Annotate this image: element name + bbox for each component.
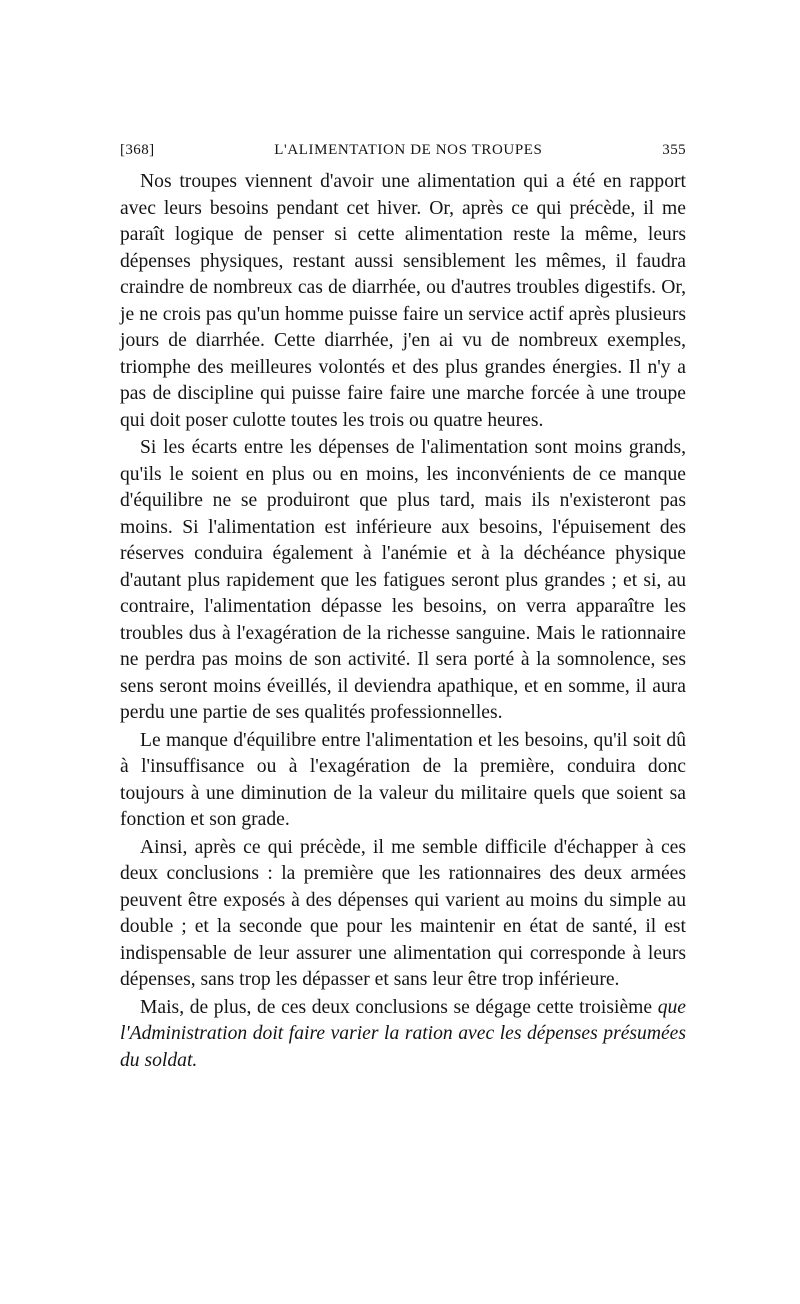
- page-reference: [368]: [120, 142, 155, 158]
- paragraph-2: Si les écarts entre les dépenses de l'alimentation sont moins grands, qu'ils le soient en plus ou en moins, les inconvénients de ce manque d'équilibre ne se produiront que plus tard, mais ils n'existeront pas moins. Si l'alimentation est inférieure aux besoins, l'épuisement des réserves conduira également à l'anémie et à la déchéance physique d'autant plus rapidement que les fatigues seront plus grandes ; et si, au contraire, l'alimentation dépasse les besoins, on verra apparaître les troubles dus à l'exagération de la richesse sanguine. Mais le rationnaire ne perdra pas moins de son activité. Il sera porté à la somnolence, ses sens seront moins éveillés, il deviendra apathique, et en somme, il aura perdu une partie de ses qualités professionnelles.: [120, 437, 686, 723]
- running-title: L'ALIMENTATION DE NOS TROUPES: [274, 142, 543, 158]
- body-text: [120, 169, 686, 1074]
- paragraph-3: Le manque d'équilibre entre l'alimentation et les besoins, qu'il soit dû à l'insuffisance ou à l'exagération de la première, conduira donc toujours à une diminution de la valeur du militaire quels que soient sa fonction et son grade.: [120, 729, 686, 830]
- running-head: [120, 142, 686, 159]
- paragraph-1: Nos troupes viennent d'avoir une alimentation qui a été en rapport avec leurs besoins pendant cet hiver. Or, après ce qui précède, il me paraît logique de penser si cette alimentation reste la même, leurs dépenses physiques, restant aussi sensiblement les mêmes, il faudra craindre de nombreux cas de diarrhée, ou d'autres troubles digestifs. Or, je ne crois pas qu'un homme puisse faire un service actif après plusieurs jours de diarrhée. Cette diarrhée, j'en ai vu de nombreux exemples, triomphe des meilleures volontés et des plus grandes énergies. Il n'y a pas de discipline qui puisse faire faire une marche forcée à une troupe qui doit poser culotte toutes les trois ou quatre heures.: [120, 171, 686, 431]
- paragraph-4: Ainsi, après ce qui précède, il me semble difficile d'échapper à ces deux conclusions : la première que les rationnaires des deux armées peuvent être exposés à des dépenses qui varient au moins du simple au double ; et la seconde que pour les maintenir en état de santé, il est indispensable de leur assurer une alimentation qui corresponde à leurs dépenses, sans trop les dépasser et sans leur être trop inférieure.: [120, 836, 686, 990]
- page-number: 355: [662, 142, 686, 158]
- book-page: [120, 142, 686, 1074]
- paragraph-5: [120, 995, 686, 1075]
- paragraph-5-text: Mais, de plus, de ces deux conclusions se dégage cette troisième: [140, 996, 658, 1018]
- paragraph-5-emphasis: que l'Administration doit faire varier la ration avec les dépenses présumées du soldat.: [120, 996, 686, 1071]
